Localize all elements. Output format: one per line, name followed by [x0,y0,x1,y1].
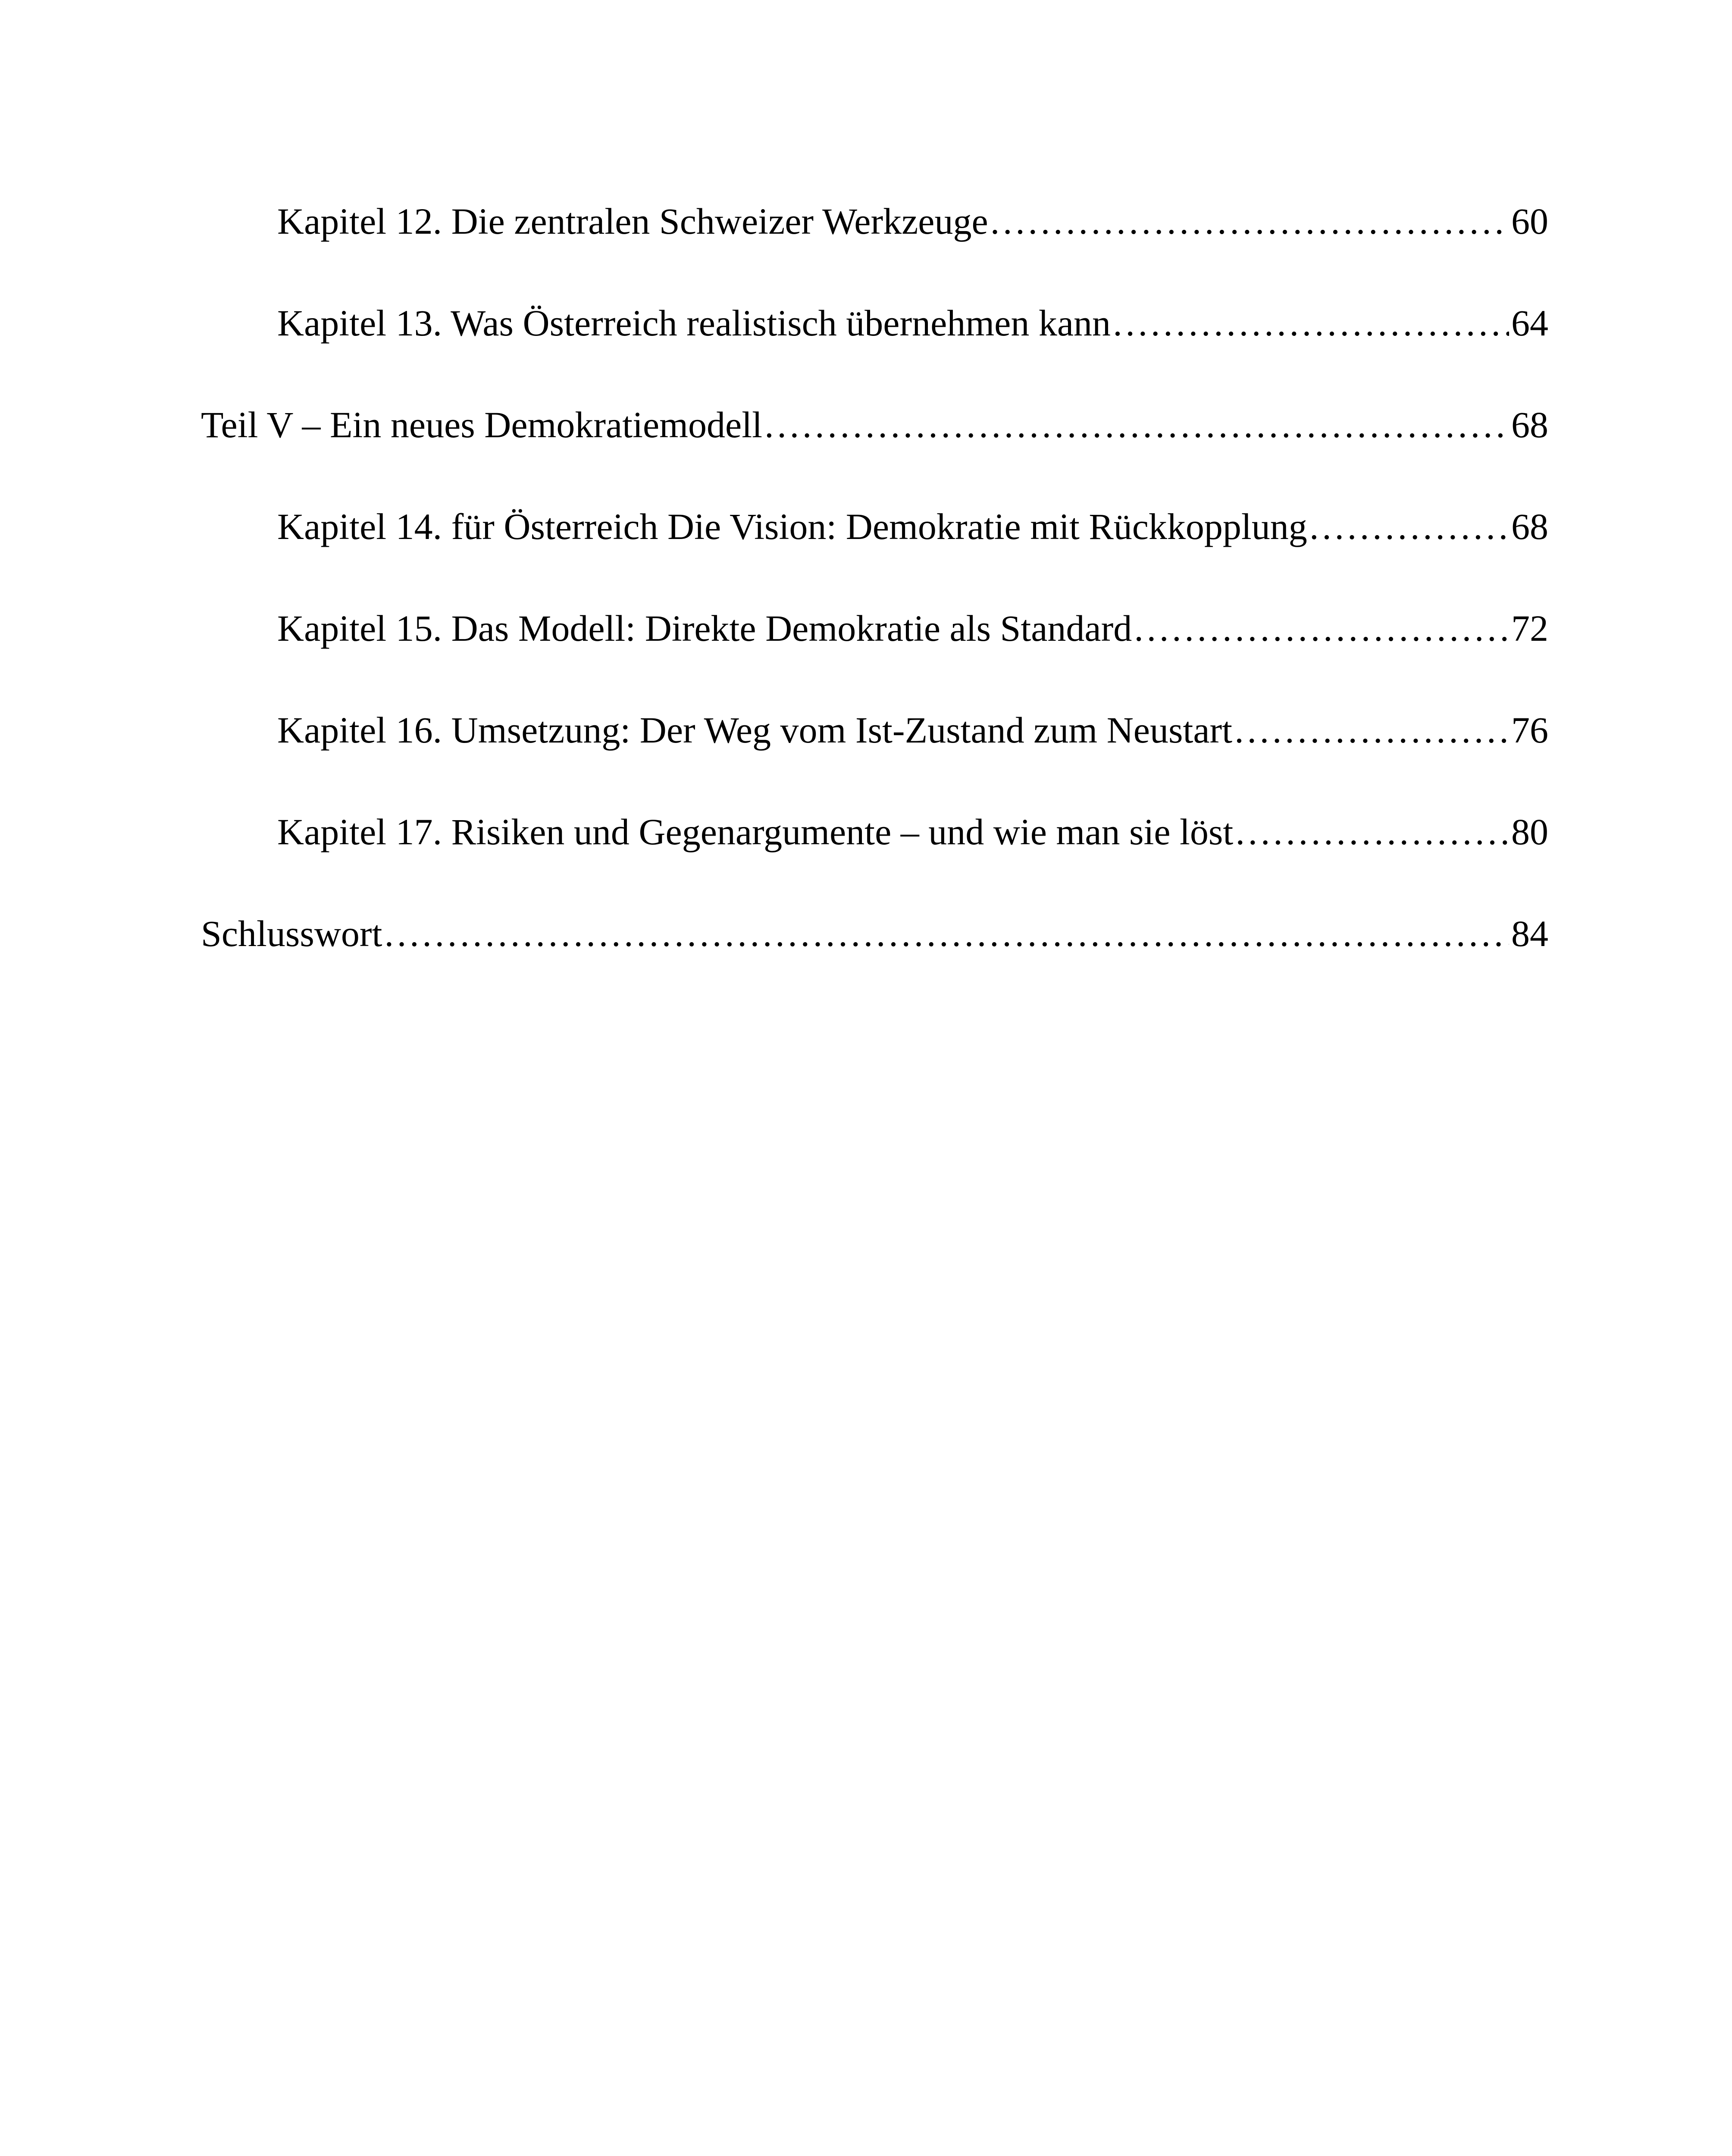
toc-entry-title: Kapitel 14. für Österreich Die Vision: Demokratie mit Rückkopplung [277,506,1307,547]
toc-entry-title: Teil V – Ein neues Demokratiemodell [201,404,763,445]
toc-entry-teil-v[interactable] [201,406,1548,508]
toc-entry-kapitel-17[interactable] [201,813,1548,915]
toc-page-number: 72 [1511,608,1548,649]
toc-page-number: 68 [1511,506,1548,547]
toc-dot-leader [1234,711,1509,749]
toc-entry-title: Kapitel 16. Umsetzung: Der Weg vom Ist-Zustand zum Neustart [277,709,1233,751]
toc-entry-kapitel-15[interactable] [201,610,1548,711]
toc-entry-kapitel-13[interactable] [201,304,1548,406]
toc-entry-title: Kapitel 13. Was Österreich realistisch übernehmen kann [277,302,1111,344]
toc-entry-kapitel-16[interactable] [201,711,1548,813]
toc-entry-kapitel-12[interactable] [201,203,1548,304]
toc-entry-title: Schlusswort [201,913,382,954]
toc-page-number: 76 [1511,709,1548,751]
toc-dot-leader [764,406,1509,443]
toc-entry-schlusswort[interactable] [201,915,1548,1017]
toc-dot-leader [1134,610,1509,647]
toc-entry-kapitel-14[interactable] [201,508,1548,610]
toc-dot-leader [385,915,1509,952]
toc-dot-leader [990,203,1509,240]
toc-entry-title: Kapitel 15. Das Modell: Direkte Demokratie als Standard [277,608,1132,649]
toc-entry-title: Kapitel 17. Risiken und Gegenargumente – und wie man sie löst [277,811,1234,852]
toc-page-number: 84 [1511,913,1548,954]
toc-page-number: 60 [1511,201,1548,242]
toc-page-number: 64 [1511,302,1548,344]
toc-entry-title: Kapitel 12. Die zentralen Schweizer Werkzeuge [277,201,988,242]
toc-dot-leader [1235,813,1509,850]
toc-page-number: 68 [1511,404,1548,445]
toc-dot-leader [1113,304,1509,342]
toc-dot-leader [1309,508,1509,545]
table-of-contents [201,203,1548,1017]
toc-page-number: 80 [1511,811,1548,852]
